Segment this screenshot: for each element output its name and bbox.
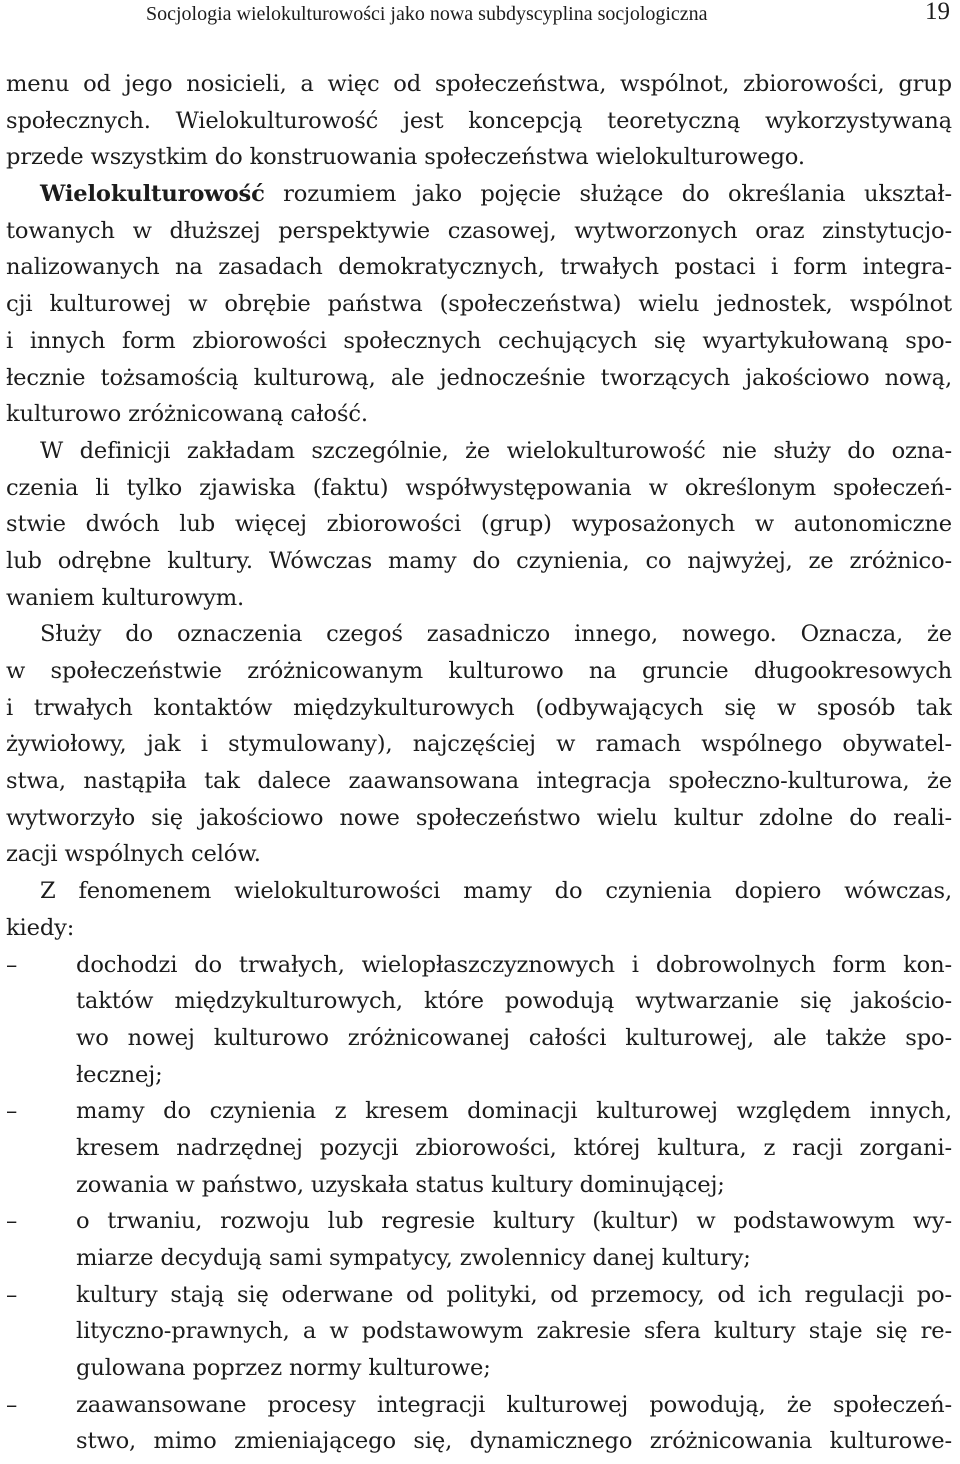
text-line: lityczno-prawnych, a w podstawowym zakresie sfera kultury staje się re- xyxy=(76,1318,952,1345)
text-line: łecznie tożsamością kulturową, ale jednocześnie tworzących jakościowo nową, xyxy=(6,364,952,391)
text-line: miarze decydują sami sympatycy, zwolennicy danej kultury; xyxy=(76,1245,751,1271)
list-dash: – xyxy=(6,951,18,978)
text-line: stwie dwóch lub więcej zbiorowości (grup) wyposażonych w autonomiczne xyxy=(6,511,952,538)
list-dash: – xyxy=(6,1208,18,1235)
text-line xyxy=(6,1203,952,1240)
list-dash: – xyxy=(6,1391,18,1418)
running-header xyxy=(0,0,960,28)
text-line: żywiołowy, jak i stymulowany), najczęściej w ramach wspólnego obywatel- xyxy=(6,731,952,758)
text-line: cji kulturowej w obrębie państwa (społeczeństwa) wielu jednostek, wspólnot xyxy=(6,291,952,318)
paragraph xyxy=(6,616,952,873)
text-line: menu od jego nosicieli, a więc od społeczeństwa, wspólnot, zbiorowości, grup xyxy=(6,71,952,97)
paragraph-definition xyxy=(6,176,952,433)
text-line: lub odrębne kultury. Wówczas mamy do czynienia, co najwyżej, ze zróżnico- xyxy=(6,547,952,574)
dash-list xyxy=(6,947,952,1461)
text-line: w społeczeństwie zróżnicowanym kulturowo na gruncie długookresowych xyxy=(6,658,952,684)
text-line: zacji wspólnych celów. xyxy=(6,841,261,868)
text-line: nalizowanych na zasadach demokratycznych, trwałych postaci i form integra- xyxy=(6,254,952,281)
paragraph-continuation xyxy=(6,66,952,176)
paragraph xyxy=(6,873,952,946)
text-line: kresem nadrzędnej pozycji zbiorowości, której kultura, z racji zorgani- xyxy=(76,1134,952,1161)
text-run: zaawansowane procesy integracji kulturowej powodują, że społeczeń- xyxy=(76,1391,952,1418)
list-item xyxy=(6,1277,952,1387)
list-item xyxy=(6,1203,952,1276)
text-line: i innych form zbiorowości społecznych cechujących się wyartykułowaną spo- xyxy=(6,327,952,354)
text-line: wytworzyło się jakościowo nowe społeczeństwo wielu kultur zdolne do reali- xyxy=(6,804,952,831)
text-line: przede wszystkim do konstruowania społeczeństwa wielokulturowego. xyxy=(6,144,805,171)
defined-term: Wielokulturowość xyxy=(40,181,265,208)
text-line: zowania w państwo, uzyskała status kultury dominującej; xyxy=(76,1171,725,1198)
text-line: gulowana poprzez normy kulturowe; xyxy=(76,1355,491,1382)
text-run: dochodzi do trwałych, wielopłaszczyznowych i dobrowolnych form kon- xyxy=(76,951,952,978)
text-line: kulturowo zróżnicowaną całość. xyxy=(6,401,368,428)
text-line: czenia li tylko zjawiska (faktu) współwystępowania w określonym społeczeń- xyxy=(6,474,952,501)
list-item xyxy=(6,947,952,1094)
body-text xyxy=(6,66,952,1460)
text-line: i trwałych kontaktów międzykulturowych (odbywających się w sposób tak xyxy=(6,694,952,721)
running-header-title: Socjologia wielokulturowości jako nowa subdyscyplina socjologiczna xyxy=(146,3,708,25)
list-dash: – xyxy=(6,1281,18,1308)
text-line: stwa, nastąpiła tak dalece zaawansowana integracja społeczno-kulturowa, że xyxy=(6,768,952,795)
text-line xyxy=(6,947,952,984)
text-line: kiedy: xyxy=(6,914,75,941)
text-line: Z fenomenem wielokulturowości mamy do czynienia dopiero wówczas, xyxy=(40,878,952,905)
text-line xyxy=(6,1277,952,1314)
text-run: o trwaniu, rozwoju lub regresie kultury (kultur) w podstawowym wy- xyxy=(76,1208,952,1235)
text-run: mamy do czynienia z kresem dominacji kulturowej względem innych, xyxy=(76,1098,952,1125)
paragraph xyxy=(6,433,952,616)
list-item xyxy=(6,1387,952,1460)
list-item xyxy=(6,1093,952,1203)
page-number: 19 xyxy=(925,0,950,25)
text-line xyxy=(6,1093,952,1130)
text-line: Służy do oznaczenia czegoś zasadniczo innego, nowego. Oznacza, że xyxy=(40,621,952,648)
list-dash: – xyxy=(6,1098,18,1125)
text-line: towanych w dłuższej perspektywie czasowej, wytworzonych oraz zinstytucjo- xyxy=(6,217,952,244)
text-run: rozumiem jako pojęcie służące do określania ukształ- xyxy=(264,181,952,208)
text-line: społecznych. Wielokulturowość jest koncepcją teoretyczną wykorzystywaną xyxy=(6,107,952,134)
text-line: W definicji zakładam szczególnie, że wielokulturowość nie służy do ozna- xyxy=(40,437,952,464)
text-line xyxy=(6,176,952,213)
text-line: taktów międzykulturowych, które powodują wytwarzanie się jakościo- xyxy=(76,988,952,1015)
text-line: waniem kulturowym. xyxy=(6,584,245,611)
text-line xyxy=(6,1387,952,1424)
text-run: kultury stają się oderwane od polityki, od przemocy, od ich regulacji po- xyxy=(76,1281,952,1308)
text-line: stwo, mimo zmieniającego się, dynamicznego zróżnicowania kulturowe- xyxy=(76,1428,952,1455)
text-line: łecznej; xyxy=(76,1061,163,1088)
text-line: wo nowej kulturowo zróżnicowanej całości kulturowej, ale także spo- xyxy=(76,1024,952,1051)
